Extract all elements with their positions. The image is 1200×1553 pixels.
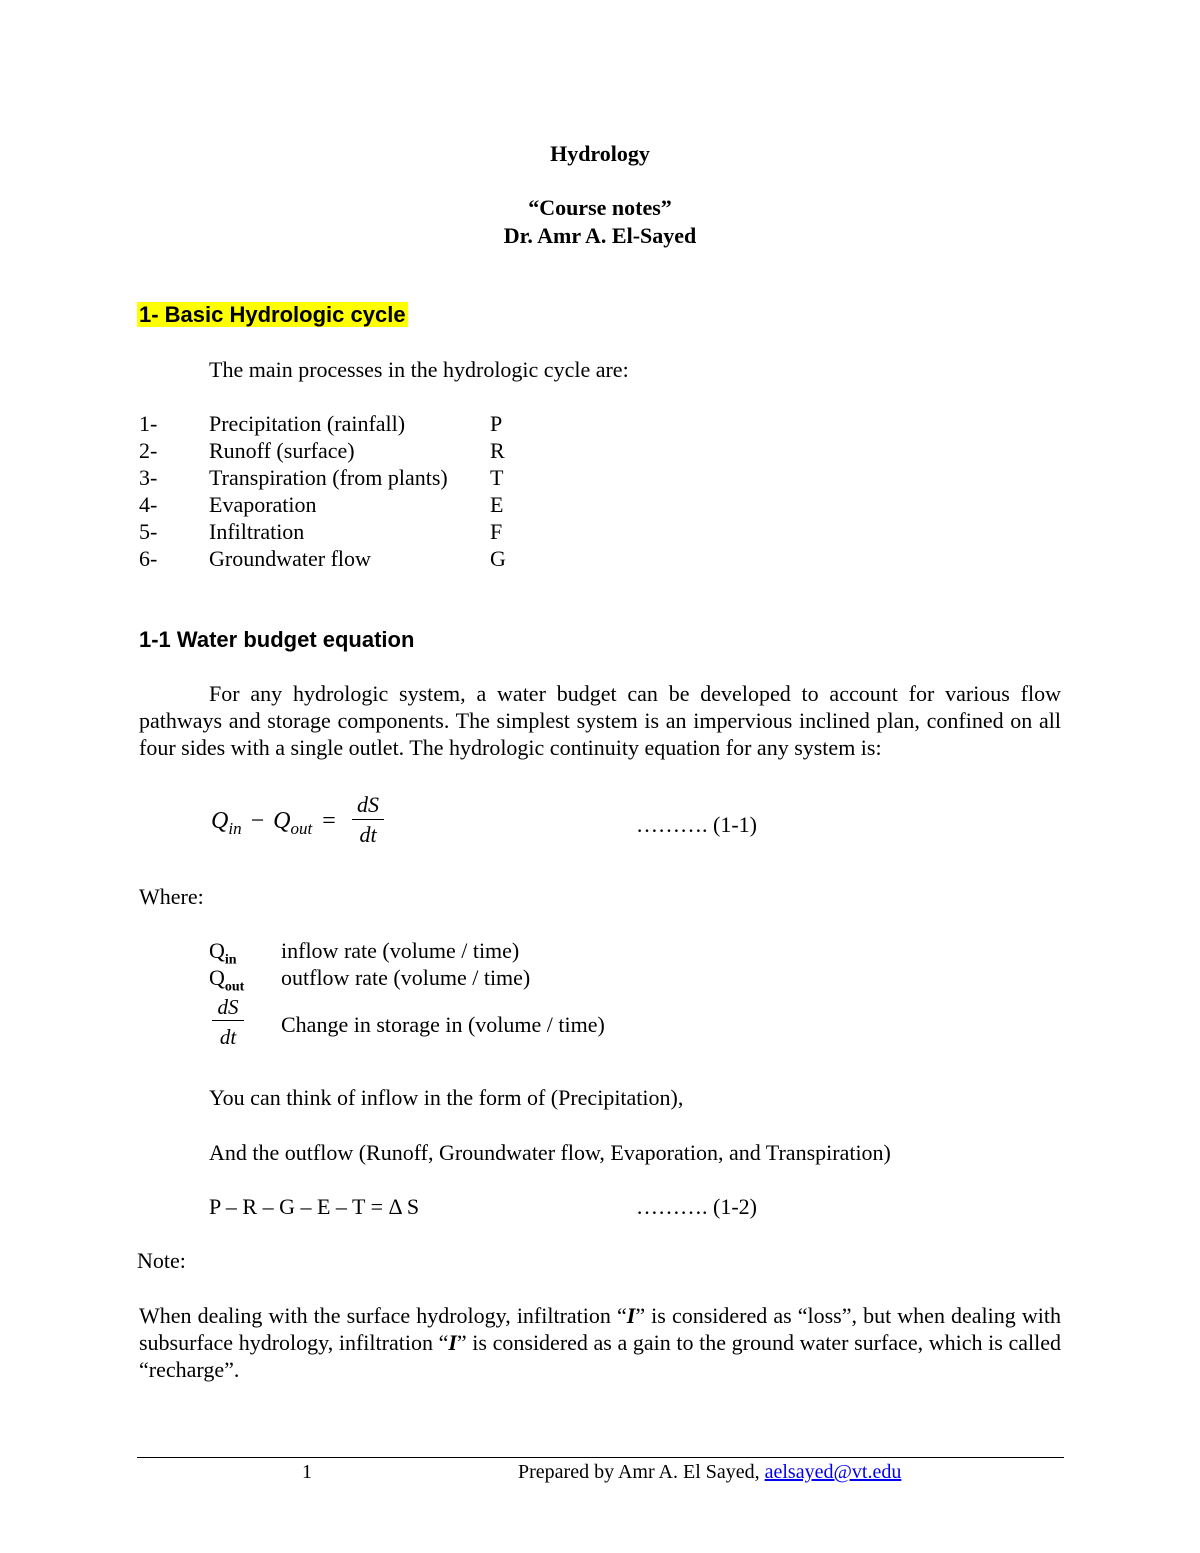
footer-divider	[137, 1457, 1064, 1458]
section-heading-water-budget: 1-1 Water budget equation	[139, 627, 415, 652]
section-intro: The main processes in the hydrologic cycle are:	[209, 357, 629, 382]
page-number: 1	[302, 1461, 312, 1483]
section-heading-text: 1- Basic Hydrologic cycle	[139, 302, 406, 327]
equation-reference-1-1: ………. (1-1)	[636, 812, 757, 837]
definition-desc-outflow: outflow rate (volume / time)	[281, 965, 531, 990]
process-name: Precipitation (rainfall)	[209, 411, 406, 436]
note-text: ” is considered as a gain to the ground water surface, which is called “recharge”.	[139, 1330, 1061, 1382]
eq-equals: =	[322, 808, 336, 834]
process-number: 2-	[139, 438, 158, 463]
fraction-denominator: dt	[212, 1020, 244, 1053]
eq-symbol-q: Q	[211, 808, 229, 834]
document-subtitle: “Course notes”	[528, 195, 672, 220]
subscript-out: out	[224, 979, 245, 995]
infiltration-symbol: I	[626, 1303, 636, 1328]
footer-credit	[518, 1461, 901, 1484]
process-name: Infiltration	[209, 519, 305, 544]
process-number: 1-	[139, 411, 158, 436]
footer-prepared-by: Prepared by Amr A. El Sayed,	[518, 1461, 765, 1483]
eq-fraction-ds-dt	[352, 791, 384, 850]
fraction-denominator: dt	[352, 819, 384, 850]
note-text: ” is considered as “loss”, but when dealing with subsurface hydrology, infiltration “	[139, 1303, 1061, 1355]
process-symbol: R	[490, 438, 505, 463]
definition-desc-inflow: inflow rate (volume / time)	[281, 938, 520, 963]
process-symbol: P	[490, 411, 503, 436]
note-label: Note:	[137, 1248, 186, 1273]
equation-continuity	[211, 808, 336, 839]
definition-desc-storage: Change in storage in (volume / time)	[281, 1012, 605, 1037]
process-number: 6-	[139, 546, 158, 571]
inflow-text: You can think of inflow in the form of (Precipitation),	[209, 1085, 684, 1110]
process-name: Evaporation	[209, 492, 317, 517]
paragraph-text: For any hydrologic system, a water budget can be developed to account for various flow pathways and storage components. The simplest system is an impervious inclined plan, confined on all four sides with a single outlet. The hydrologic continuity equation for any system is:	[139, 681, 1061, 760]
fraction-numerator: dS	[217, 995, 239, 1019]
eq-symbol-q: Q	[273, 808, 291, 834]
outflow-text: And the outflow (Runoff, Groundwater flow, Evaporation, and Transpiration)	[209, 1140, 891, 1165]
equation-water-balance: P – R – G – E – T = Δ S	[209, 1194, 420, 1219]
process-name: Runoff (surface)	[209, 438, 355, 463]
body-paragraph	[139, 680, 1061, 761]
footer-email-link[interactable]: aelsayed@vt.edu	[764, 1461, 902, 1483]
note-paragraph	[139, 1302, 1061, 1383]
eq-subscript-out: out	[290, 818, 313, 838]
document-author: Dr. Amr A. El-Sayed	[503, 223, 697, 248]
eq-subscript-in: in	[228, 818, 242, 838]
definition-symbol-qout	[209, 965, 244, 995]
process-number: 3-	[139, 465, 158, 490]
process-symbol: G	[490, 546, 506, 571]
process-symbol: F	[490, 519, 503, 544]
infiltration-symbol: I	[448, 1330, 457, 1355]
process-number: 4-	[139, 492, 158, 517]
process-name: Transpiration (from plants)	[209, 465, 448, 490]
process-name: Groundwater flow	[209, 546, 371, 571]
symbol-q: Q	[209, 938, 225, 963]
process-symbol: E	[490, 492, 504, 517]
equation-reference-1-2: ………. (1-2)	[636, 1194, 757, 1219]
note-text: When dealing with the surface hydrology, infiltration “	[139, 1303, 627, 1328]
definition-symbol-qin	[209, 938, 237, 968]
where-label: Where:	[139, 884, 204, 909]
subscript-in: in	[224, 952, 237, 968]
process-number: 5-	[139, 519, 158, 544]
document-title: Hydrology	[550, 141, 650, 166]
definition-fraction-ds-dt	[212, 994, 244, 1053]
symbol-q: Q	[209, 965, 225, 990]
section-heading-basic-hydrologic-cycle	[137, 302, 408, 328]
eq-minus: −	[250, 808, 265, 834]
process-symbol: T	[490, 465, 504, 490]
fraction-numerator: dS	[357, 792, 379, 817]
